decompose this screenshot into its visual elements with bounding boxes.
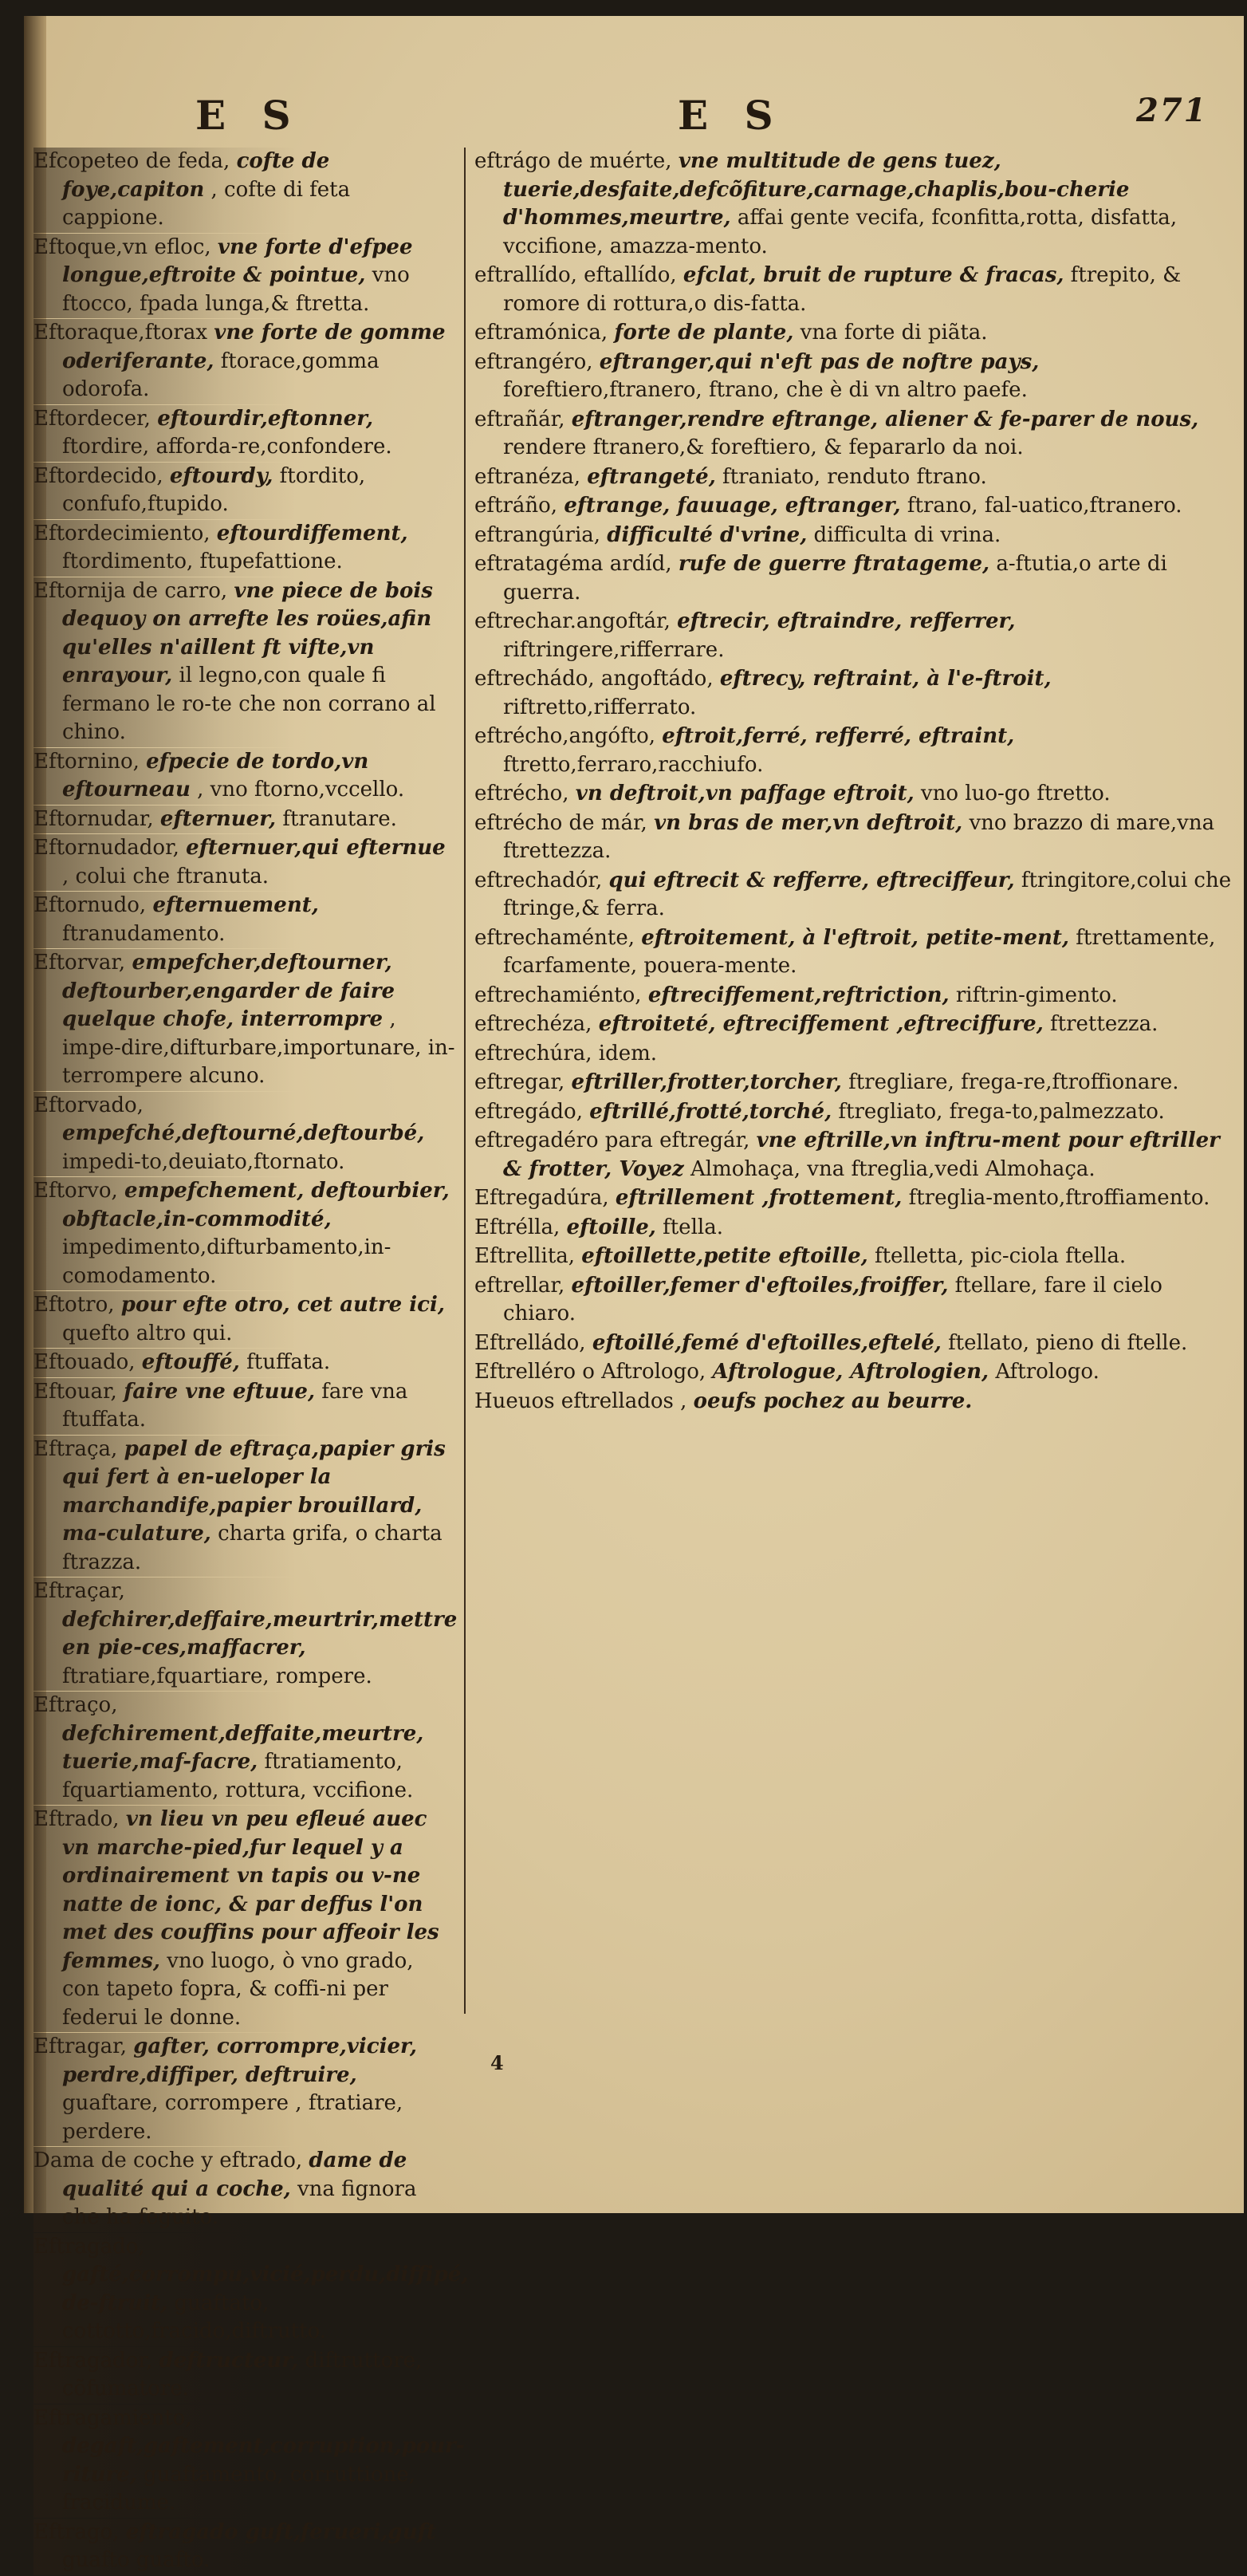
dictionary-entry: [474, 1329, 1236, 1358]
italian-gloss: impedimento,difturbamento,in-comodamento.: [62, 1235, 391, 1288]
italian-gloss: idem.: [598, 1041, 658, 1065]
headword: Eftraça,: [33, 1436, 118, 1461]
french-gloss: eftoille,: [566, 1215, 656, 1239]
dictionary-entry: [33, 892, 456, 948]
french-gloss: Aftrologue, Aftrologien,: [712, 1360, 989, 1384]
page-number: 271: [1136, 92, 1208, 129]
dictionary-entry: [474, 550, 1236, 607]
italian-gloss: vna fignora che ha feguito.: [62, 2176, 417, 2229]
french-gloss: vn deftroit,vn paffage eftroit,: [575, 782, 915, 805]
french-gloss: cofte de foye,capiton: [62, 149, 330, 202]
dictionary-entry: [33, 834, 456, 891]
french-gloss: efternuer,: [159, 806, 277, 831]
french-gloss: eftoillé,femé d'eftoilles,eftelé,: [592, 1330, 942, 1355]
headword: Eftrélla,: [474, 1215, 561, 1239]
headword: eftrécho,angófto,: [474, 724, 656, 748]
french-gloss: degaft,gaftement,corruption,pour-riture,: [62, 2434, 465, 2487]
headword: eftregar,: [474, 1070, 565, 1094]
italian-gloss: vno luogo, ò vno grado, con tapeto fopra, & coffi-ni per federui le donne.: [62, 1948, 414, 2030]
french-gloss: eftrillement ,frottement,: [615, 1186, 903, 1210]
french-gloss: defchirement,deffaite,meurtre, tuerie,maf-facre,: [62, 1721, 424, 1774]
french-gloss: eftroitement, à l'eftroit, petite-ment,: [641, 925, 1069, 950]
french-gloss: vne multitude de gens tuez, tuerie,desfaite,defcõfiture,carnage,chaplis,bou-cherie d'hommes,meurtre,: [503, 149, 1130, 230]
french-gloss: forte de plante,: [614, 321, 794, 345]
italian-gloss: guaftato, cottotto,fracido,diftrutto.: [62, 2290, 327, 2343]
headword: Eftordecimiento,: [33, 521, 210, 546]
headword: Eftornudo,: [33, 893, 147, 917]
italian-gloss: vna forte di piãta.: [800, 321, 988, 345]
italian-gloss: foreftiero,ftranero, ftrano, che è di vn altro paefe.: [503, 378, 1028, 402]
french-gloss: efpecie de tordo,vn eftourneau: [62, 749, 369, 802]
italian-gloss: ftraniato, renduto ftrano.: [722, 464, 987, 489]
french-gloss: vne forte d'efpee longue,eftroite & pointue,: [62, 234, 413, 287]
headword: eftrechamiénto,: [474, 983, 642, 1007]
french-gloss: qui eftrecit & refferre, eftreciffeur,: [608, 868, 1015, 892]
italian-gloss: ftella.: [663, 1215, 723, 1239]
italian-gloss: riftringere,rifferrare.: [503, 637, 725, 662]
italian-gloss: ftrepito, & romore di rottura,o dis-fatta.: [503, 263, 1182, 316]
headword: Eftrelléro o Aftrologo,: [474, 1360, 706, 1384]
headword: eftrechéza,: [474, 1012, 592, 1036]
italian-gloss: ftregliare, frega-re,ftroffionare.: [848, 1070, 1179, 1094]
headword: Dama de coche y eftrado,: [33, 2149, 303, 2172]
dictionary-entry: [33, 1349, 456, 1377]
italian-gloss: riftretto,rifferrato.: [503, 695, 697, 719]
headword: Eftrago,: [33, 2519, 120, 2544]
headword: Eftordecido,: [33, 463, 163, 488]
dictionary-entry: [474, 1098, 1236, 1127]
french-gloss: vne eftrille,vn inftru-ment pour eftriller & frotter, Voyez: [503, 1128, 1220, 1181]
dictionary-entry: [33, 234, 456, 319]
dictionary-entry: [33, 2233, 469, 2346]
italian-gloss: rendere ftranero,& foreftiero, & fepararlo da noi.: [503, 435, 1024, 459]
french-gloss: eftourdiffement,: [216, 521, 408, 546]
headword: eftrechaménte,: [474, 925, 635, 950]
headword: Eftoque,vn efloc,: [33, 234, 211, 259]
headword: eftrécho de már,: [474, 810, 647, 835]
french-gloss: vn bras de mer,vn deftroit,: [654, 810, 963, 835]
dictionary-entry: [474, 780, 1236, 809]
dictionary-entry: [33, 463, 456, 519]
italian-gloss: ftelletta, pic-ciola ftella.: [874, 1244, 1127, 1268]
headword: eftrellar,: [474, 1273, 565, 1298]
italian-gloss: ftordito, confufo,ftupido.: [62, 463, 366, 516]
headword: Eftragar,: [33, 2034, 127, 2058]
headword: Eftrellita,: [474, 1244, 576, 1268]
headword: Eftrado,: [33, 1807, 120, 1831]
dictionary-entry: [474, 867, 1236, 924]
french-gloss: eftroit,ferré, refferré, eftraint,: [662, 724, 1015, 748]
headword: Eftorvado,: [33, 1093, 144, 1117]
headword: eftráño,: [474, 494, 558, 518]
dictionary-entry: [33, 748, 456, 805]
italian-gloss: difficulta di vrina.: [813, 522, 1001, 547]
italian-gloss: ftratiare,fquartiare, rompere.: [62, 1664, 372, 1688]
dictionary-entry: [474, 1388, 1236, 1416]
dictionary-entry: [474, 262, 1236, 318]
running-head-right: E S: [678, 92, 785, 139]
italian-gloss: , colui che ftranuta.: [62, 864, 269, 888]
dictionary-entry: [33, 1378, 456, 1435]
dictionary-entry: [474, 608, 1236, 664]
dictionary-entry: [33, 1291, 456, 1348]
dictionary-entry: [33, 405, 456, 462]
dictionary-entry: [474, 522, 1236, 550]
french-gloss: gafter, corrompre,vicier, perdre,diffiper, deftruire,: [62, 2034, 417, 2087]
headword: Eftornino,: [33, 749, 140, 774]
dictionary-entry: [474, 723, 1236, 779]
dictionary-entry: [33, 1692, 456, 1805]
french-gloss: eftrecy, reftraint, à l'e-ftroit,: [719, 667, 1052, 691]
french-gloss: pour efte otro, cet autre ici,: [120, 1293, 445, 1317]
headword: Eftoraque,ftorax: [33, 321, 207, 345]
italian-gloss: ftretto,ferraro,racchiufo.: [503, 752, 764, 777]
headword: eftrechadór,: [474, 868, 603, 892]
french-gloss: rufe de guerre ftratageme,: [678, 552, 990, 576]
french-gloss: deftructeur,: [159, 2348, 299, 2373]
french-gloss: vn lieu vn peu efleué auec vn marche-pied,fur lequel y a ordinairement vn tapis ou v-ne natte de ionc, & par deffus l'on met des couffins pour affeoir les femmes,: [62, 1807, 439, 1973]
italian-gloss: vno brazzo di mare,vna ftrettezza.: [503, 810, 1215, 863]
dictionary-entry: [474, 809, 1236, 866]
italian-gloss: charta grifa, o charta ftrazza.: [62, 1522, 443, 1574]
headword: Eftornija de carro,: [33, 578, 228, 603]
italian-gloss: impedi-to,deuiato,ftornato.: [62, 1149, 345, 1174]
headword: Eftorvo,: [33, 1179, 118, 1203]
dictionary-entry: [474, 924, 1236, 981]
french-gloss: gafté,corrompu,vicié,perdu,diffipé, de-ftruit,: [62, 2263, 469, 2315]
headword: Eftornudador,: [33, 836, 179, 860]
dictionary-entry: [33, 2033, 456, 2146]
headword: eftrécho,: [474, 782, 569, 805]
right-column: [474, 148, 1236, 1416]
headword: eftramónica,: [474, 321, 608, 345]
dictionary-entry: [474, 1214, 1236, 1243]
french-gloss: eftrecir, eftraindre, refferrer,: [677, 609, 1016, 633]
dictionary-entry: [33, 148, 456, 233]
running-head-left: E S: [195, 92, 302, 139]
italian-gloss: fare vna ftuffata.: [62, 1379, 408, 1432]
headword: eftrallído, eftallído,: [474, 263, 677, 287]
dictionary-entry: [33, 1177, 456, 1290]
french-gloss: efternuer,qui efternue: [186, 836, 446, 860]
dictionary-page: [24, 16, 1244, 2572]
italian-gloss: a-ftutia,o arte di guerra.: [503, 552, 1167, 605]
french-gloss: eftourdy,: [169, 463, 273, 488]
italian-gloss: ftordimento, ftupefattione.: [62, 549, 343, 573]
dictionary-entry: [474, 349, 1236, 405]
headword: eftregadéro para eftregár,: [474, 1128, 750, 1152]
italian-gloss: ftellare, fare il cielo chiaro.: [503, 1273, 1162, 1325]
headword: Eftordecer,: [33, 406, 151, 431]
column-rule: [464, 148, 466, 2014]
dictionary-entry: [33, 319, 456, 404]
headword: Eftrelládo,: [474, 1330, 586, 1355]
headword: Eftouar,: [33, 1379, 117, 1404]
headword: eftrechar.angoftár,: [474, 609, 671, 633]
headword: eftranéza,: [474, 464, 580, 489]
french-gloss: eftriller,frotter,torcher,: [571, 1070, 842, 1094]
french-gloss: faire vne eftuue,: [124, 1379, 316, 1404]
headword: eftrangúria,: [474, 522, 601, 547]
italian-gloss: Almohaça, vna ftreglia,vedi Almohaça.: [690, 1156, 1096, 1181]
italian-gloss: , vno ftorno,vccello.: [197, 778, 405, 802]
dictionary-entry: [33, 1092, 456, 1177]
headword: eftrágo de muérte,: [474, 149, 672, 173]
italian-gloss: ftratiamento, fquartiamento, rottura, vccifione.: [62, 1750, 414, 1802]
french-gloss: difficulté d'vrine,: [607, 522, 808, 547]
french-gloss: oeufs pochez au beurre.: [693, 1388, 973, 1413]
french-gloss: eftrangeté,: [587, 464, 716, 489]
italian-gloss: vno ftocco, fpada lunga,& ftretta.: [62, 263, 410, 316]
french-gloss: eftragado guft,ferueri,guft: [125, 2519, 436, 2544]
dictionary-entry: [474, 319, 1236, 348]
french-gloss: vne piece de bois dequoy on arrefte les roües,afin qu'elles n'aillent ft vifte,vn enrayour,: [62, 578, 433, 687]
italian-gloss: Aftrologo.: [995, 1360, 1099, 1384]
headword: eftrechádo, angoftádo,: [474, 667, 714, 691]
dictionary-entry: [33, 2519, 456, 2575]
italian-gloss: ftringitore,colui che ftringe,& ferra.: [503, 868, 1232, 920]
italian-gloss: vno luo-go ftretto.: [920, 782, 1111, 805]
french-gloss: eftroiteté, eftreciffement ,eftreciffure,: [598, 1012, 1044, 1036]
dictionary-entry: [474, 1069, 1236, 1097]
italian-gloss: ftreglia-mento,ftroffiamento.: [908, 1186, 1210, 1210]
italian-gloss: ftrettezza.: [1050, 1012, 1158, 1036]
french-gloss: efternuement,: [152, 893, 319, 917]
dictionary-entry: [33, 2347, 456, 2404]
italian-gloss: ftordire, afforda-re,confondere.: [62, 435, 392, 459]
italian-gloss: il legno,con quale fi fermano le ro-te che non corrano al chino.: [62, 664, 436, 744]
french-gloss: eftranger,rendre eftrange, aliener & fe-parer de nous,: [571, 407, 1199, 431]
italian-gloss: ftellato, pieno di ftelle.: [948, 1330, 1188, 1355]
dictionary-entry: [474, 665, 1236, 722]
french-gloss: eftreciffement,reftriction,: [647, 983, 950, 1007]
dictionary-entry: [33, 1436, 456, 1578]
headword: Eftregadúra,: [474, 1186, 609, 1210]
italian-gloss: ftranudamento.: [62, 921, 226, 946]
italian-gloss: ftrano, fal-uatico,ftranero.: [907, 494, 1182, 518]
dictionary-entry: [33, 2147, 456, 2232]
french-gloss: vne forte de gomme oderiferante,: [62, 321, 446, 373]
italian-gloss: , impe-dire,difturbare,importunare, in-terrompere alcuno.: [62, 1007, 455, 1088]
dictionary-entry: [33, 520, 456, 577]
french-gloss: dame de qualité qui a coche,: [62, 2149, 407, 2201]
italian-gloss: ftranutare.: [282, 806, 397, 831]
headword: Eftouado,: [33, 1350, 136, 1374]
french-gloss: empefchement, deftourbier, obftacle,in-commodité,: [62, 1179, 450, 1231]
headword: Eftragador,: [33, 2348, 153, 2373]
italian-gloss: guaftare, corrompere , ftratiare, perdere.: [62, 2091, 403, 2144]
italian-gloss: quefto altro qui.: [62, 1321, 233, 1345]
headword: eftrañár,: [474, 407, 565, 431]
italian-gloss: guafto guafto.: [62, 2548, 210, 2572]
italian-gloss: ftorace,gomma odorofa.: [62, 349, 380, 401]
dictionary-entry: [474, 148, 1236, 261]
french-gloss: eftranger,qui n'eft pas de noftre pays,: [599, 349, 1040, 374]
headword: eftratagéma ardíd,: [474, 552, 672, 576]
french-gloss: eftrillé,frotté,torché,: [589, 1099, 832, 1124]
dictionary-entry: [474, 406, 1236, 463]
headword: Eftotro,: [33, 1293, 115, 1317]
headword: Eftorvar,: [33, 951, 126, 975]
dictionary-entry: [33, 577, 456, 747]
headword: Eftragado,: [33, 2234, 145, 2259]
dictionary-entry: [33, 949, 456, 1091]
dictionary-entry: [33, 805, 456, 834]
italian-gloss: affai gente vecifa, fconfitta,rotta, disfatta, vccifione, amazza-mento.: [503, 206, 1178, 258]
italian-gloss: ftregliato, frega-to,palmezzato.: [838, 1099, 1165, 1124]
italian-gloss: , cofte di feta cappione.: [62, 177, 351, 230]
dictionary-entry: [33, 1578, 456, 1691]
dictionary-entry: [474, 1040, 1236, 1069]
dictionary-entry: [474, 1243, 1236, 1271]
french-gloss: empefché,deftourné,deftourbé,: [62, 1121, 425, 1145]
french-gloss: efclat, bruit de rupture & fracas,: [683, 263, 1064, 287]
headword: Eftraçar,: [33, 1579, 125, 1603]
dictionary-entry: [474, 463, 1236, 492]
headword: Efcopeteo de feda,: [33, 149, 230, 173]
italian-gloss: riftrin-gimento.: [955, 983, 1118, 1007]
signature-mark: 4: [490, 2051, 504, 2074]
headword: eftrechúra,: [474, 1041, 592, 1065]
dictionary-entry: [474, 1010, 1236, 1039]
left-column: [33, 148, 469, 2576]
headword: eftregádo,: [474, 1099, 583, 1124]
dictionary-entry: [474, 1272, 1236, 1329]
italian-gloss: ftuffata.: [246, 1350, 331, 1374]
dictionary-entry: [474, 492, 1236, 521]
italian-gloss: diftruttore, cõfumatore.: [62, 2348, 423, 2401]
dictionary-entry: [33, 1806, 456, 2032]
dictionary-entry: [474, 1358, 1236, 1387]
french-gloss: eftoillette,petite eftoille,: [581, 1244, 868, 1268]
french-gloss: eftrange, fauuage, eftranger,: [564, 494, 901, 518]
french-gloss: eftoiller,femer d'eftoiles,froiffer,: [571, 1273, 949, 1298]
headword: Eftragamiento,: [33, 2405, 192, 2430]
headword: eftrangéro,: [474, 349, 593, 374]
headword: Eftornudar,: [33, 806, 154, 831]
dictionary-entry: [474, 1184, 1236, 1213]
french-gloss: papel de eftraça,papier gris qui fert à en-ueloper la marchandife,papier brouillard, ma-culature,: [62, 1436, 446, 1546]
headword: Eftraço,: [33, 1693, 118, 1717]
headword: Hueuos eftrellados ,: [474, 1388, 687, 1413]
french-gloss: defchirer,deffaire,meurtrir,mettre en pie-ces,maffacrer,: [62, 1607, 458, 1660]
dictionary-entry: [474, 982, 1236, 1010]
french-gloss: eftourdir,eftonner,: [157, 406, 374, 431]
italian-gloss: ftrettamente, fcarfamente, pouera-mente.: [503, 925, 1216, 978]
dictionary-entry: [474, 1127, 1236, 1184]
italian-gloss: guaftamento, corruttione, fracidume.: [62, 2462, 416, 2515]
french-gloss: eftouffé,: [141, 1350, 240, 1374]
dictionary-entry: [33, 2405, 465, 2518]
french-gloss: empefcher,deftourner, deftourber,engarder de faire quelque chofe, interrompre: [62, 951, 395, 1031]
